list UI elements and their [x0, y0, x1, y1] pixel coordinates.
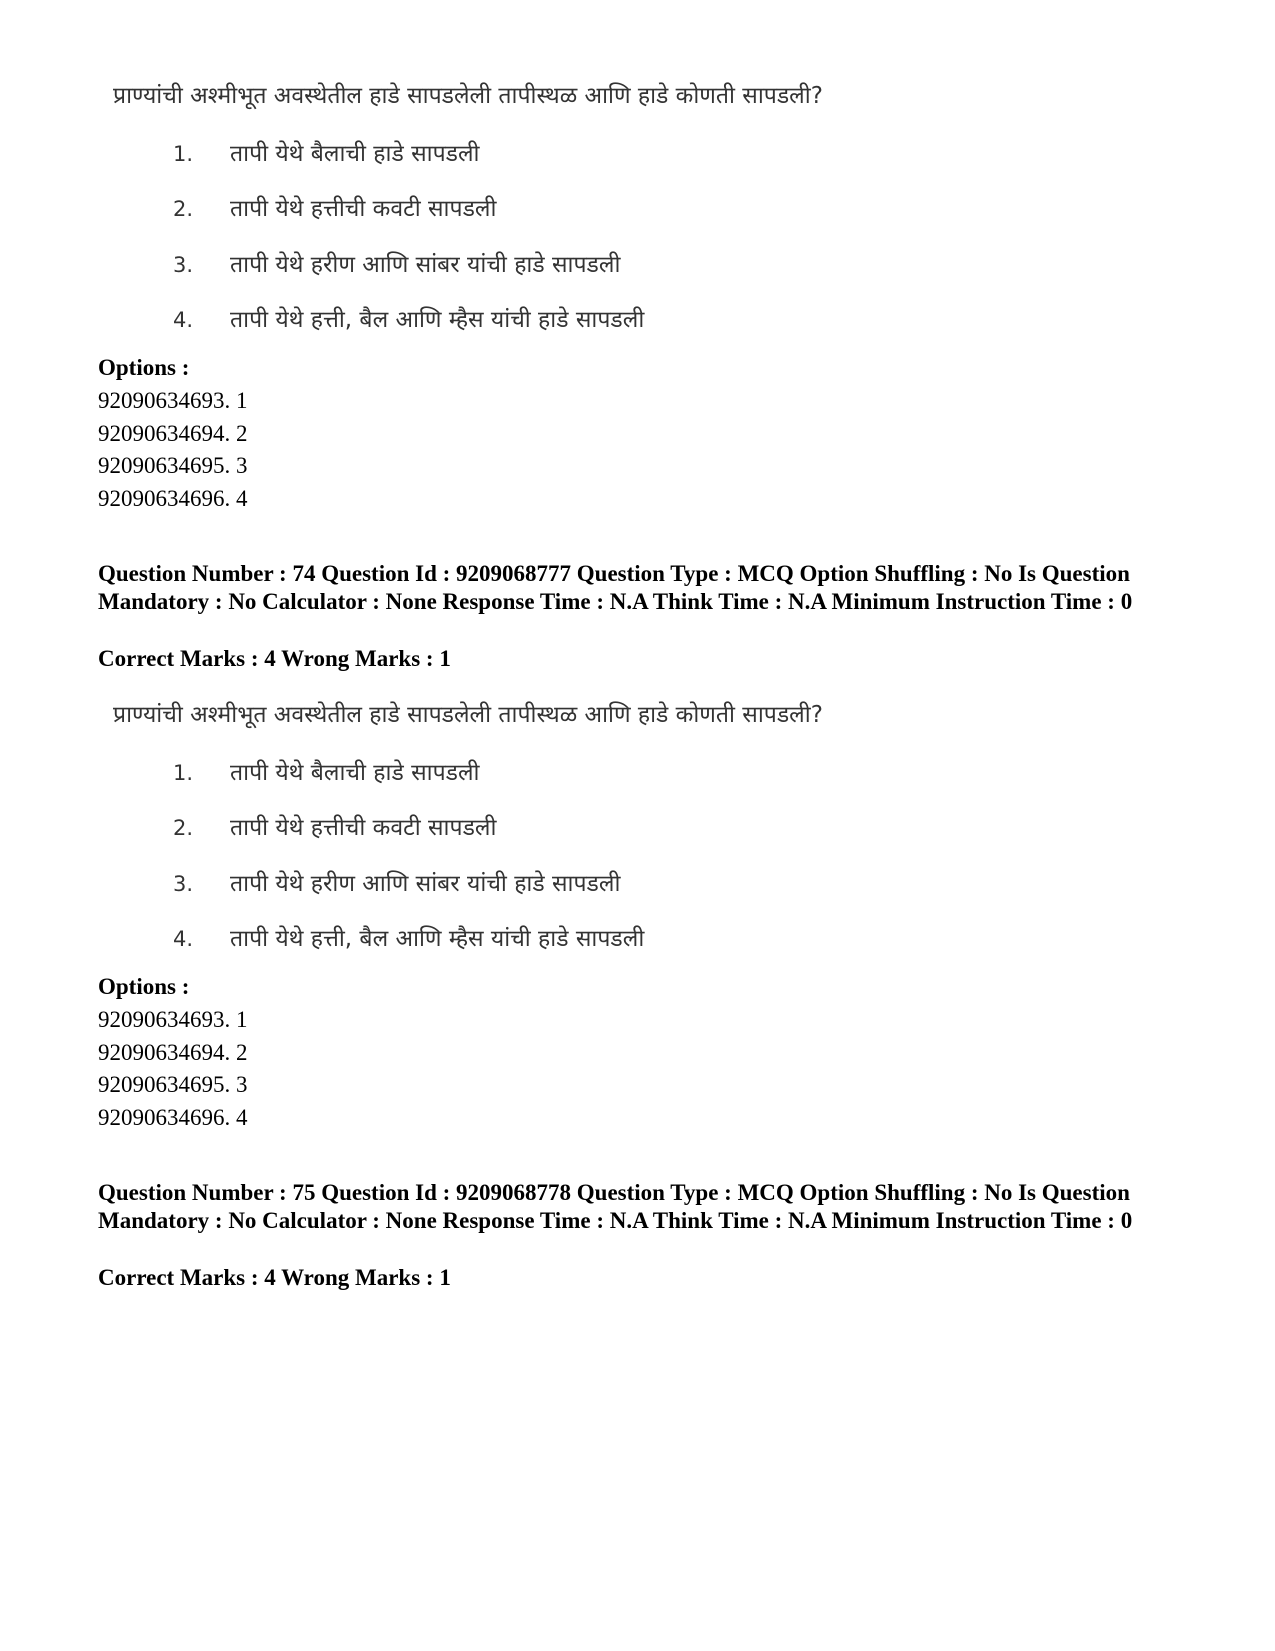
choice-number: 4. — [173, 927, 194, 951]
option-line: 92090634695. 3 — [98, 1072, 248, 1097]
options-title: Options : — [98, 974, 190, 999]
question-stem: प्राण्यांची अश्मीभूत अवस्थेतील हाडे सापडलेली तापीस्थळ आणि हाडे कोणती सापडली? — [113, 83, 823, 109]
choice-number: 1. — [173, 761, 194, 785]
option-line: 92090634693. 1 — [98, 1007, 248, 1032]
choice-text: तापी येथे बैलाची हाडे सापडली — [230, 141, 480, 167]
choice-text: तापी येथे हत्ती, बैल आणि म्हैस यांची हाडे सापडली — [230, 926, 645, 952]
question-choice — [173, 755, 480, 787]
question-choice — [173, 866, 620, 898]
choice-text: तापी येथे हरीण आणि सांबर यांची हाडे सापडली — [230, 252, 621, 278]
question-meta: Question Number : 75 Question Id : 9209068778 Question Type : MCQ Option Shuffling : No Is Question Mandatory : No Calculator : None Response Time : N.A Think Time : N.A Minimum Instruction Time : 0 — [98, 1180, 1133, 1233]
choice-text: तापी येथे हरीण आणि सांबर यांची हाडे सापडली — [230, 871, 621, 897]
option-line: 92090634696. 4 — [98, 486, 248, 511]
choice-number: 2. — [173, 197, 194, 221]
question-meta: Question Number : 74 Question Id : 9209068777 Question Type : MCQ Option Shuffling : No Is Question Mandatory : No Calculator : None Response Time : N.A Think Time : N.A Minimum Instruction Time : 0 — [98, 561, 1133, 614]
choice-text: तापी येथे हत्तीची कवटी सापडली — [230, 815, 497, 841]
question-choice — [173, 191, 496, 223]
question-marks: Correct Marks : 4 Wrong Marks : 1 — [98, 646, 451, 671]
choice-text: तापी येथे बैलाची हाडे सापडली — [230, 760, 480, 786]
question-choice — [173, 136, 480, 168]
choice-text: तापी येथे हत्ती, बैल आणि म्हैस यांची हाडे सापडली — [230, 307, 645, 333]
option-line: 92090634693. 1 — [98, 388, 248, 413]
option-line: 92090634694. 2 — [98, 1040, 248, 1065]
choice-number: 4. — [173, 308, 194, 332]
choice-number: 1. — [173, 142, 194, 166]
question-choice — [173, 302, 644, 334]
choice-number: 3. — [173, 253, 194, 277]
choice-number: 2. — [173, 816, 194, 840]
option-line: 92090634694. 2 — [98, 421, 248, 446]
question-choice — [173, 810, 496, 842]
option-line: 92090634696. 4 — [98, 1105, 248, 1130]
options-title: Options : — [98, 355, 190, 380]
question-choice — [173, 247, 620, 279]
question-choice — [173, 921, 644, 953]
choice-number: 3. — [173, 872, 194, 896]
question-marks: Correct Marks : 4 Wrong Marks : 1 — [98, 1265, 451, 1290]
choice-text: तापी येथे हत्तीची कवटी सापडली — [230, 196, 497, 222]
question-stem: प्राण्यांची अश्मीभूत अवस्थेतील हाडे सापडलेली तापीस्थळ आणि हाडे कोणती सापडली? — [113, 702, 823, 728]
option-line: 92090634695. 3 — [98, 453, 248, 478]
